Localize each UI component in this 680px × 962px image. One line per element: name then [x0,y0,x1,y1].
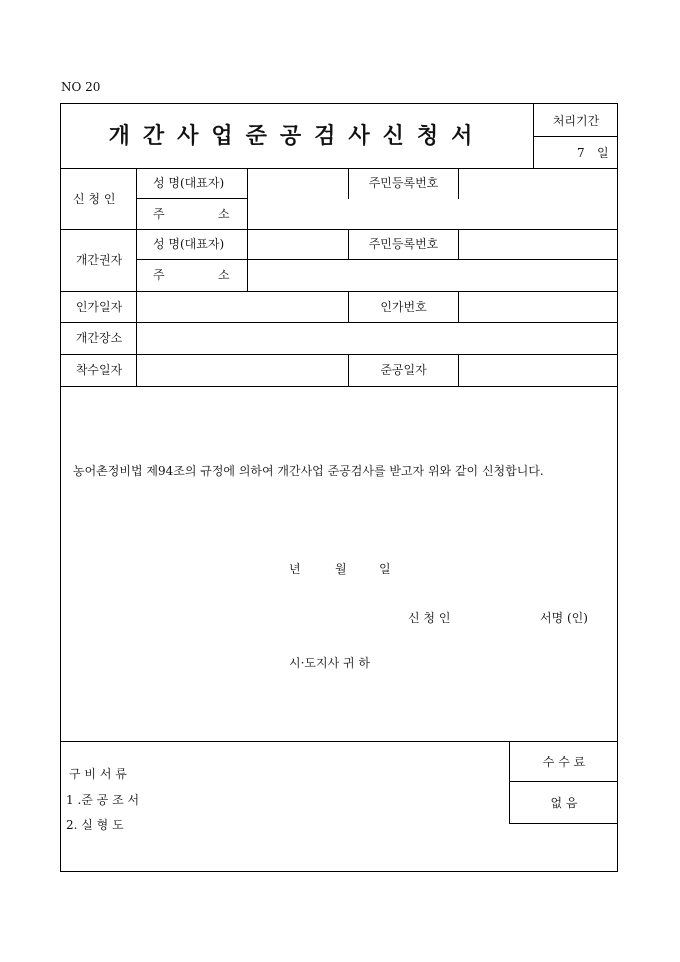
applicant-id-label: 주민등록번호 [368,176,439,190]
required-documents-title: 구 비 서 류 [69,767,127,781]
approval-date-label: 인가일자 [75,300,123,314]
signature-applicant-label: 신 청 인 [408,611,451,625]
applicant-address-label-2: 소 [218,207,230,221]
required-document-item: 2. 실 형 도 [66,818,124,832]
fee-value: 없 음 [550,796,578,810]
processing-period-label: 처리기간 [552,114,600,128]
right-holder-name-label: 성 명(대표자) [153,237,225,251]
processing-unit: 일 [597,146,609,160]
date-day: 일 [379,562,391,576]
start-date-label: 착수일자 [75,363,123,377]
signature-mark: 서명 (인) [540,611,588,625]
date-month: 월 [335,562,347,576]
applicant-address-label: 주 [153,207,165,221]
recipient: 시·도지사 귀 하 [289,656,370,670]
applicant-label: 신 청 인 [73,192,116,206]
form-title: 개간사업준공검사신청서 [108,123,486,149]
applicant-name-label: 성 명(대표자) [153,176,225,190]
completion-date-label: 준공일자 [380,363,427,377]
right-holder-address-label-2: 소 [218,268,230,282]
processing-days: 7 [577,146,585,160]
fee-label: 수 수 료 [542,755,586,769]
approval-number-label: 인가번호 [380,300,427,314]
right-holder-address-label: 주 [153,268,165,282]
right-holder-label: 개간권자 [75,253,123,267]
location-label: 개간장소 [75,331,123,345]
required-document-item: 1 .준 공 조 서 [66,793,140,807]
form-number: NO 20 [61,80,101,94]
application-statement: 농어촌정비법 제94조의 규정에 의하여 개간사업 준공검사를 받고자 위와 같이 신청합니다. [73,464,544,478]
right-holder-id-label: 주민등록번호 [368,237,439,251]
date-year: 년 [289,562,301,576]
